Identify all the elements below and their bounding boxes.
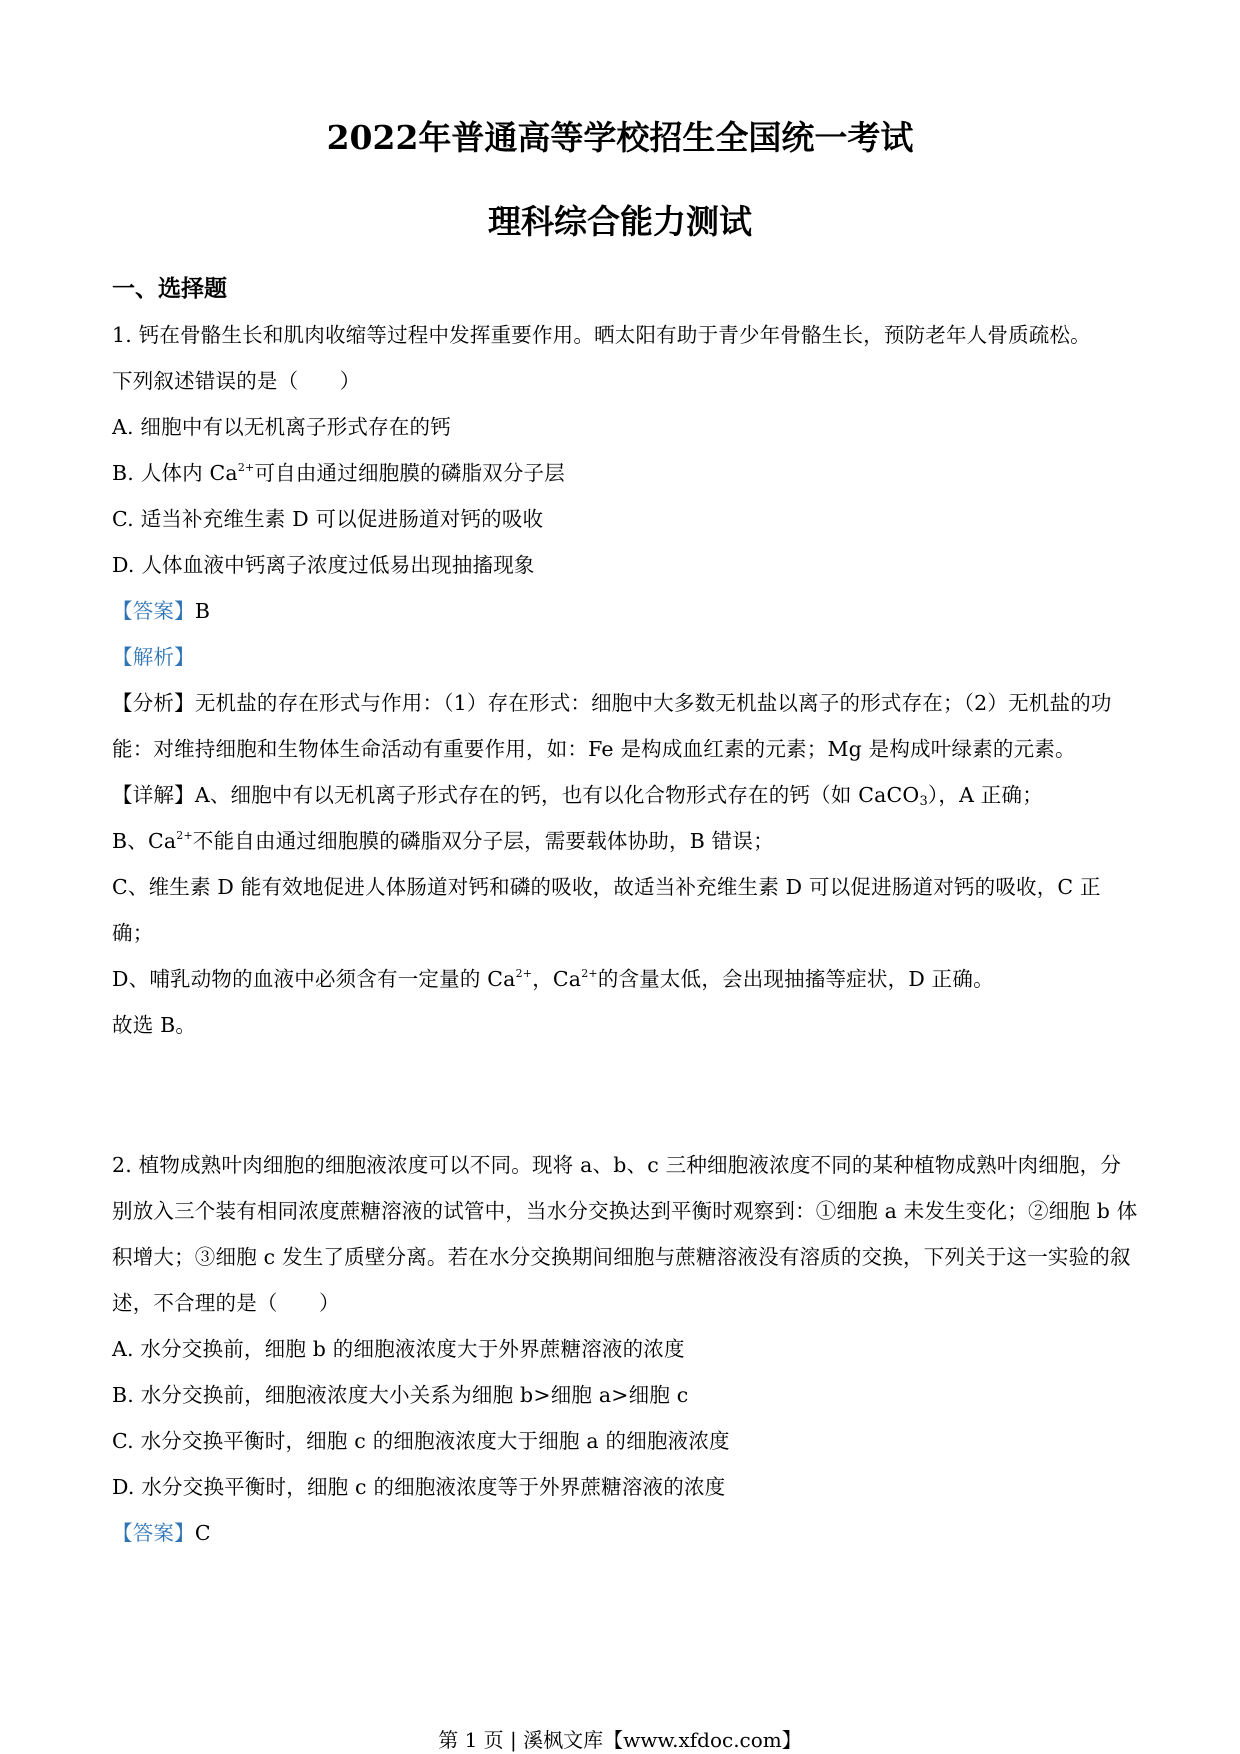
section-heading: 一、选择题 xyxy=(112,275,227,302)
q1-xj-d-mid: ，Ca xyxy=(532,967,582,991)
q1-xj-d-post: 的含量太低，会出现抽搐等症状，D 正确。 xyxy=(597,967,994,991)
q1-xj-a-post: ），A 正确； xyxy=(927,783,1043,807)
q1-option-b xyxy=(112,450,1138,496)
q1-analysis-heading xyxy=(112,634,1138,680)
q2-option-a: A. 水分交换前，细胞 b 的细胞液浓度大于外界蔗糖溶液的浓度 xyxy=(112,1337,685,1361)
q2-answer-label: 【答案】 xyxy=(112,1521,195,1545)
question-2-block xyxy=(112,1142,1138,1556)
q1-xj-b-sup: 2+ xyxy=(176,829,193,842)
page-footer: 第 1 页 | 溪枫文库【www.xfdoc.com】 xyxy=(438,1728,802,1752)
q1-option-c: C. 适当补充维生素 D 可以促进肠道对钙的吸收 xyxy=(112,507,544,531)
q1-conclusion: 故选 B。 xyxy=(112,1013,197,1037)
q1-fenxi-text: 无机盐的存在形式与作用：（1）存在形式：细胞中大多数无机盐以离子的形式存在；（2）无机盐的功能：对维持细胞和生物体生命活动有重要作用，如：Fe 是构成血红素的元素；Mg 是构成叶绿素的元素。 xyxy=(112,691,1112,761)
exam-title: 2022年普通高等学校招生全国统一考试 xyxy=(326,118,914,157)
q1-xiangjie-b xyxy=(112,818,1138,864)
q1-xj-a-sub: 3 xyxy=(919,794,928,809)
q1-option-a: A. 细胞中有以无机离子形式存在的钙 xyxy=(112,415,451,439)
q1-option-b-post: 可自由通过细胞膜的磷脂双分子层 xyxy=(254,461,565,485)
q1-answer-label: 【答案】 xyxy=(112,599,195,623)
q1-xj-d-sup1: 2+ xyxy=(515,967,533,980)
exam-subtitle: 理科综合能力测试 xyxy=(488,202,752,241)
q1-option-b-sup: 2+ xyxy=(237,461,255,474)
q1-xj-d-sup2: 2+ xyxy=(581,967,598,980)
q1-xj-d-pre: D、哺乳动物的血液中必须含有一定量的 Ca xyxy=(112,967,516,991)
q2-option-c: C. 水分交换平衡时，细胞 c 的细胞液浓度大于细胞 a 的细胞液浓度 xyxy=(112,1429,730,1453)
q1-fenxi-label: 【分析】 xyxy=(112,691,195,715)
q1-xiangjie-d xyxy=(112,956,1138,1002)
q1-xj-b-pre: B、Ca xyxy=(112,829,177,853)
q1-xj-a-pre: A、细胞中有以无机离子形式存在的钙，也有以化合物形式存在的钙（如 CaCO xyxy=(194,783,920,807)
q1-analysis-label: 【解析】 xyxy=(112,645,195,669)
q1-answer xyxy=(112,588,1138,634)
q1-xiangjie-c: C、维生素 D 能有效地促进人体肠道对钙和磷的吸收，故适当补充维生素 D 可以促进肠道对钙的吸收，C 正确； xyxy=(112,875,1101,945)
q1-stem-line2: 下列叙述错误的是（ ） xyxy=(112,369,361,393)
q1-fenxi-paragraph xyxy=(112,680,1138,772)
q2-answer xyxy=(112,1510,1138,1556)
q2-stem: 2. 植物成熟叶肉细胞的细胞液浓度可以不同。现将 a、b、c 三种细胞液浓度不同的某种植物成熟叶肉细胞，分别放入三个装有相同浓度蔗糖溶液的试管中，当水分交换达到平衡时观察到：①细胞 a 未发生变化；②细胞 b 体积增大；③细胞 c 发生了质壁分离。若在水分交换期间细胞与蔗糖溶液没有溶质的交换，下列关于这一实验的叙述，不合理的是（ ） xyxy=(112,1153,1138,1315)
question-1-block xyxy=(112,312,1138,1048)
q2-answer-value: C xyxy=(194,1521,211,1545)
q1-xiangjie-a xyxy=(112,772,1138,818)
q1-xj-b-post: 不能自由通过细胞膜的磷脂双分子层，需要载体协助，B 错误； xyxy=(192,829,774,853)
q1-option-d: D. 人体血液中钙离子浓度过低易出现抽搐现象 xyxy=(112,553,535,577)
q1-stem-line1: 1. 钙在骨骼生长和肌肉收缩等过程中发挥重要作用。晒太阳有助于青少年骨骼生长，预防老年人骨质疏松。 xyxy=(112,323,1091,347)
q1-option-b-pre: B. 人体内 Ca xyxy=(112,461,238,485)
q1-answer-value: B xyxy=(194,599,211,623)
q1-xiangjie-label: 【详解】 xyxy=(112,783,195,807)
q2-option-d: D. 水分交换平衡时，细胞 c 的细胞液浓度等于外界蔗糖溶液的浓度 xyxy=(112,1475,726,1499)
q2-option-b: B. 水分交换前，细胞液浓度大小关系为细胞 b>细胞 a>细胞 c xyxy=(112,1383,689,1407)
